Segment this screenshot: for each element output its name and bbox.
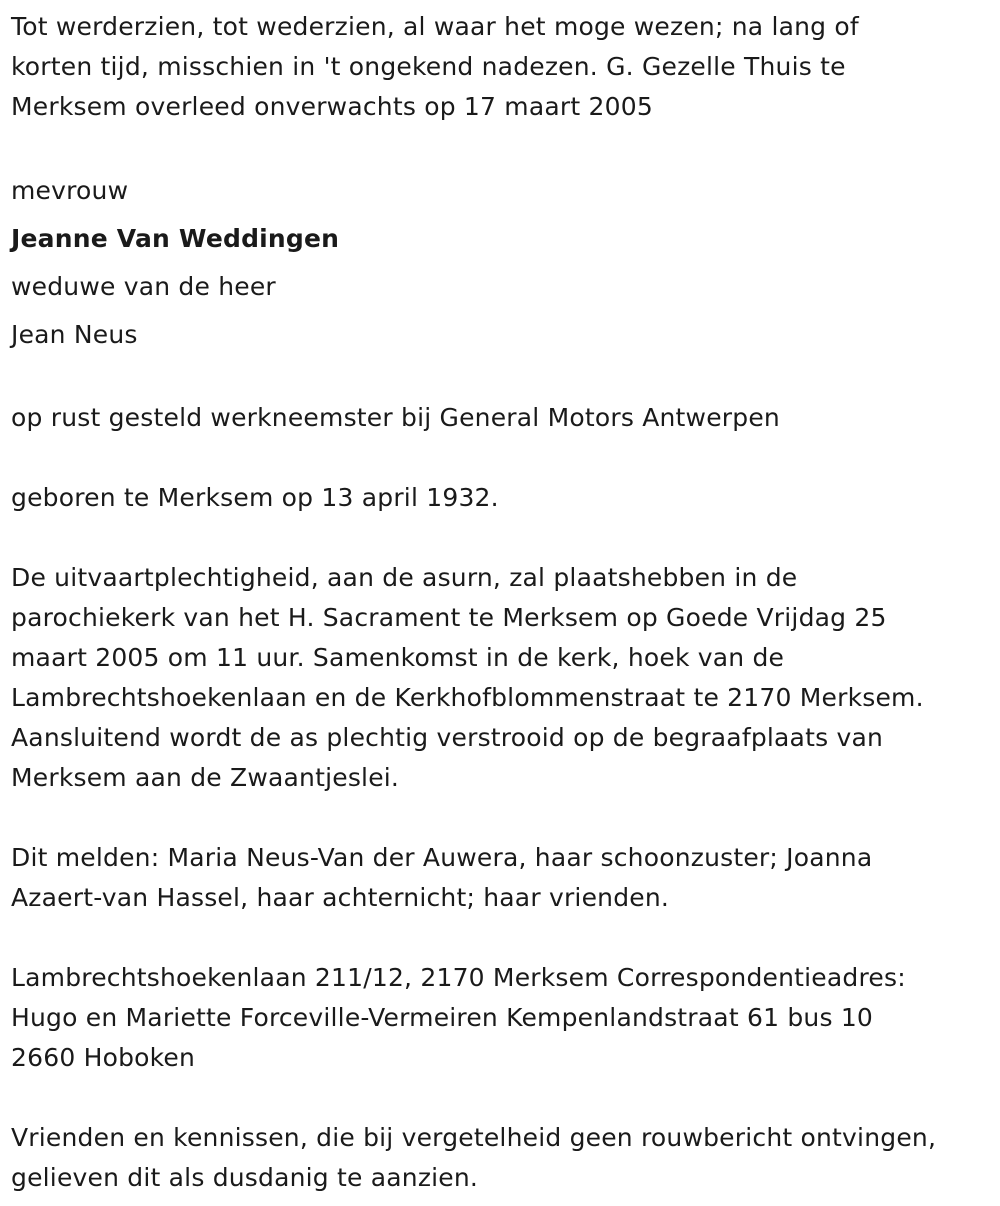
ceremony-line: parochiekerk van het H. Sacrament te Merksem op Goede Vrijdag 25: [11, 603, 887, 632]
intro-line: korten tijd, misschien in 't ongekend nadezen. G. Gezelle Thuis te: [11, 52, 846, 81]
closing-line: Vrienden en kennissen, die bij vergetelheid geen rouwbericht ontvingen,: [11, 1123, 937, 1152]
ceremony-paragraph: [11, 558, 990, 798]
announcers-paragraph: [11, 838, 990, 918]
ceremony-line: Merksem aan de Zwaantjeslei.: [11, 763, 400, 792]
address-line: Lambrechtshoekenlaan 211/12, 2170 Merksem Correspondentieadres:: [11, 963, 906, 992]
ceremony-line: Lambrechtshoekenlaan en de Kerkhofblommenstraat te 2170 Merksem.: [11, 683, 924, 712]
address-line: 2660 Hoboken: [11, 1043, 196, 1072]
person-block: [11, 167, 990, 359]
address-paragraph: [11, 958, 990, 1078]
intro-line: Tot werderzien, tot wederzien, al waar het moge wezen; na lang of: [11, 12, 859, 41]
ceremony-line: Aansluitend wordt de as plechtig verstrooid op de begraafplaats van: [11, 723, 884, 752]
intro-paragraph: [11, 7, 990, 127]
occupation-line: op rust gesteld werkneemster bij General Motors Antwerpen: [11, 403, 780, 432]
address-line: Hugo en Mariette Forceville-Vermeiren Kempenlandstraat 61 bus 10: [11, 1003, 874, 1032]
relation-text: weduwe van de heer: [11, 272, 276, 301]
ceremony-line: De uitvaartplechtigheid, aan de asurn, zal plaatshebben in de: [11, 563, 798, 592]
deceased-name: Jeanne Van Weddingen: [11, 224, 340, 253]
intro-line: Merksem overleed onverwachts op 17 maart 2005: [11, 92, 653, 121]
announcers-line: Dit melden: Maria Neus-Van der Auwera, haar schoonzuster; Joanna: [11, 843, 873, 872]
ceremony-line: maart 2005 om 11 uur. Samenkomst in de kerk, hoek van de: [11, 643, 785, 672]
closing-line: gelieven dit als dusdanig te aanzien.: [11, 1163, 479, 1192]
spouse-name: Jean Neus: [11, 320, 138, 349]
closing-paragraph: [11, 1118, 990, 1198]
salutation: mevrouw: [11, 176, 129, 205]
birth-line: geboren te Merksem op 13 april 1932.: [11, 483, 499, 512]
announcers-line: Azaert-van Hassel, haar achternicht; haar vrienden.: [11, 883, 670, 912]
